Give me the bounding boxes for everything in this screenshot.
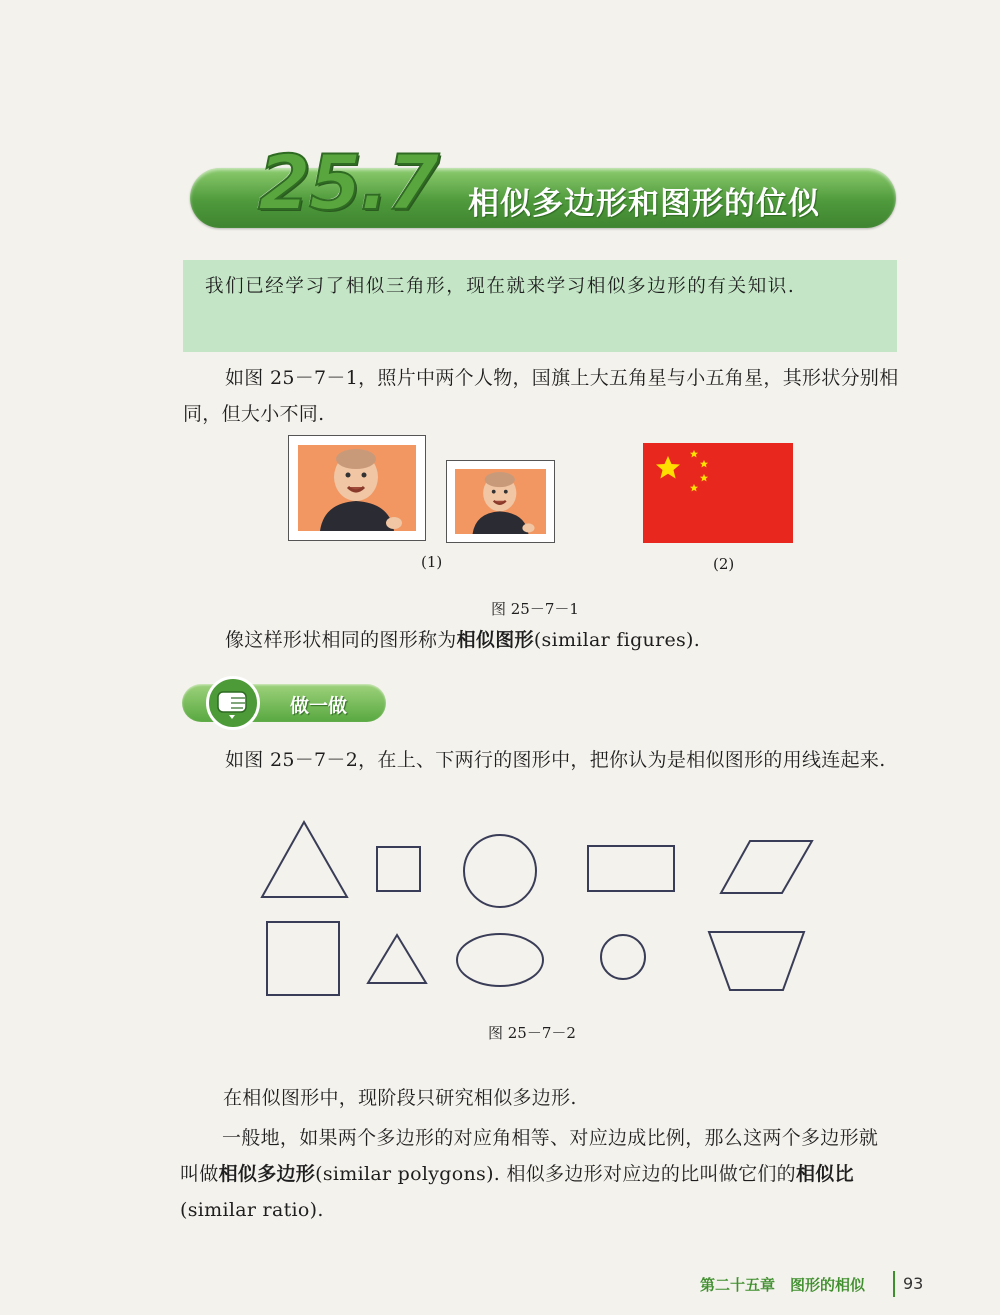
term-similar-ratio: 相似比 — [795, 1163, 854, 1185]
shape-square-small — [377, 847, 420, 891]
page-number: 93 — [903, 1274, 924, 1293]
shape-parallelogram — [721, 841, 812, 893]
shape-triangle-large — [262, 822, 347, 897]
shape-ellipse — [457, 934, 543, 986]
footer-divider — [893, 1271, 895, 1297]
p5-text: 一般地，如果两个多边形的对应角相等、对应边成比例，那么这两个多边形就叫做 — [180, 1127, 879, 1185]
hand-icon — [209, 679, 257, 727]
p2-english: (similar figures). — [533, 629, 701, 651]
shape-rectangle — [588, 846, 674, 891]
paragraph-activity: 如图 25－7－2，在上、下两行的图形中，把你认为是相似图形的用线连起来. — [225, 749, 886, 771]
term-similar-figures: 相似图形 — [456, 629, 534, 651]
shape-circle-small — [601, 935, 645, 979]
paragraph-definition — [180, 1120, 896, 1228]
term-similar-polygons: 相似多边形 — [218, 1163, 316, 1185]
section-title: 相似多边形和图形的位似 — [468, 186, 820, 222]
p5-text-mid: (similar polygons). 相似多边形对应边的比叫做它们的 — [315, 1163, 796, 1185]
baby-photo-large — [298, 445, 416, 531]
shape-triangle-small — [368, 935, 426, 983]
p2-text: 像这样形状相同的图形称为 — [225, 629, 457, 651]
shape-square-large — [267, 922, 339, 995]
paragraph-similar-figures — [225, 622, 905, 658]
figure2-shapes — [255, 815, 825, 1000]
figure2-caption: 图 25－7－2 — [488, 1024, 576, 1042]
activity-label: 做一做 — [290, 695, 348, 717]
photo-large — [288, 435, 426, 541]
shape-trapezoid — [709, 932, 804, 990]
chinese-flag — [643, 443, 793, 543]
baby-photo-small — [455, 469, 546, 534]
section-number: 25.7 — [258, 138, 438, 227]
paragraph-polygons-only: 在相似图形中，现阶段只研究相似多边形. — [223, 1087, 577, 1109]
flag-background — [643, 443, 793, 543]
paragraph-figure-intro: 如图 25－7－1，照片中两个人物，国旗上大五角星与小五角星，其形状分别相同，但大小不同. — [183, 367, 899, 425]
figure1-label-2: (2) — [713, 555, 735, 573]
intro-text: 我们已经学习了相似三角形，现在就来学习相似多边形的有关知识. — [205, 276, 796, 297]
footer-chapter: 第二十五章 图形的相似 — [700, 1276, 866, 1294]
shape-circle-large — [464, 835, 536, 907]
figure1-caption: 图 25－7－1 — [491, 600, 579, 618]
activity-badge — [206, 676, 260, 730]
p5-english: (similar ratio). — [180, 1199, 324, 1221]
photo-small — [446, 460, 555, 543]
figure1-label-1: (1) — [421, 553, 443, 571]
